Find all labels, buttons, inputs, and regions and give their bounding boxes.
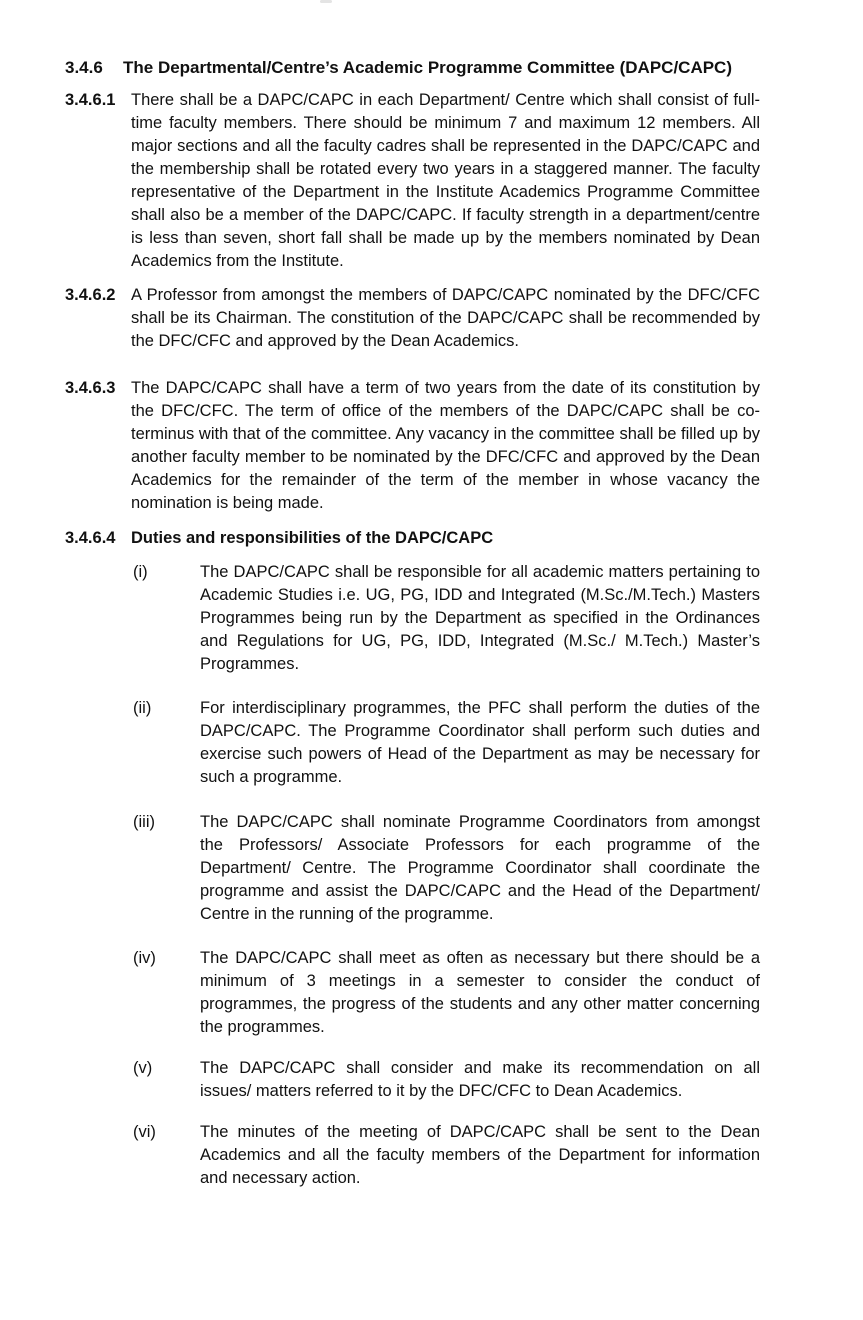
list-item-text: The DAPC/CAPC shall consider and make its recommendation on all issues/ matters referred to it by the DFC/CFC to Dean Academics. [200,1059,760,1100]
list-marker: (ii) [133,699,152,717]
paragraph-text: The DAPC/CAPC shall have a term of two years from the date of its constitution by the DFC/CFC. The term of office of the members of the DAPC/CAPC shall be co-terminus with that of the committee. Any vacancy in the committee shall be filled up by another faculty member to be nominated by the DFC/CFC and approved by the Dean Academics for the remainder of the term of the member in whose vacancy the nomination is being made. [131,379,760,512]
paragraph-3-4-6-1 [65,89,760,273]
list-item-text: The DAPC/CAPC shall be responsible for all academic matters pertaining to Academic Studies i.e. UG, PG, IDD and Integrated (M.Sc./M.Tech.) Masters Programmes being run by the Department as specified in the Ordinances and Regulations for UG, PG, IDD, Integrated (M.Sc./ M.Tech.) Master’s Programmes. [200,563,760,673]
paragraph-3-4-6-2 [65,284,760,353]
paragraph-number: 3.4.6.1 [65,91,116,109]
section-title: The Departmental/Centre’s Academic Programme Committee (DAPC/CAPC) [123,58,732,77]
list-item-text: The DAPC/CAPC shall meet as often as necessary but there should be a minimum of 3 meetings in a semester to consider the conduct of programmes, the progress of the students and any other matter concerning the programmes. [200,949,760,1036]
paragraph-number: 3.4.6.3 [65,379,116,397]
list-marker: (v) [133,1059,153,1077]
list-item-iv [133,947,760,1039]
section-heading-3-4-6-4 [65,527,760,550]
paragraph-text: A Professor from amongst the members of DAPC/CAPC nominated by the DFC/CFC shall be its Chairman. The constitution of the DAPC/CAPC shall be recommended by the DFC/CFC and approved by the Dean Academics. [131,286,760,350]
section-heading-3-4-6 [65,53,760,83]
paragraph-3-4-6-3 [65,377,760,515]
section-title: Duties and responsibilities of the DAPC/CAPC [131,529,494,547]
paragraph-text: There shall be a DAPC/CAPC in each Department/ Centre which shall consist of full-time faculty members. There should be minimum 7 and maximum 12 members. All major sections and all the faculty cadres shall be represented in the DAPC/CAPC and the membership shall be rotated every two years in a staggered manner. The faculty representative of the Department in the Institute Academics Programme Committee shall also be a member of the DAPC/CAPC. If faculty strength in a department/centre is less than seven, short fall shall be made up by the members nominated by Dean Academics from the Institute. [131,91,760,270]
list-item-v [133,1057,760,1103]
list-item-text: The minutes of the meeting of DAPC/CAPC shall be sent to the Dean Academics and all the faculty members of the Department for information and necessary action. [200,1123,760,1187]
list-marker: (iv) [133,949,156,967]
section-number: 3.4.6.4 [65,529,116,547]
scan-artifact [320,0,332,3]
paragraph-number: 3.4.6.2 [65,286,116,304]
list-marker: (i) [133,563,148,581]
list-item-i [133,561,760,676]
list-marker: (vi) [133,1123,156,1141]
list-item-text: The DAPC/CAPC shall nominate Programme Coordinators from amongst the Professors/ Associate Professors for each programme of the Department/ Centre. The Programme Coordinator shall coordinate the programme and assist the DAPC/CAPC and the Head of the Department/ Centre in the running of the programme. [200,813,760,923]
list-item-iii [133,811,760,926]
section-number: 3.4.6 [65,58,103,77]
list-item-ii [133,697,760,789]
list-item-text: For interdisciplinary programmes, the PFC shall perform the duties of the DAPC/CAPC. The Programme Coordinator shall perform such duties and exercise such powers of Head of the Department as may be necessary for such a programme. [200,699,760,786]
page-content [65,53,760,1190]
list-item-vi [133,1121,760,1190]
list-marker: (iii) [133,813,155,831]
